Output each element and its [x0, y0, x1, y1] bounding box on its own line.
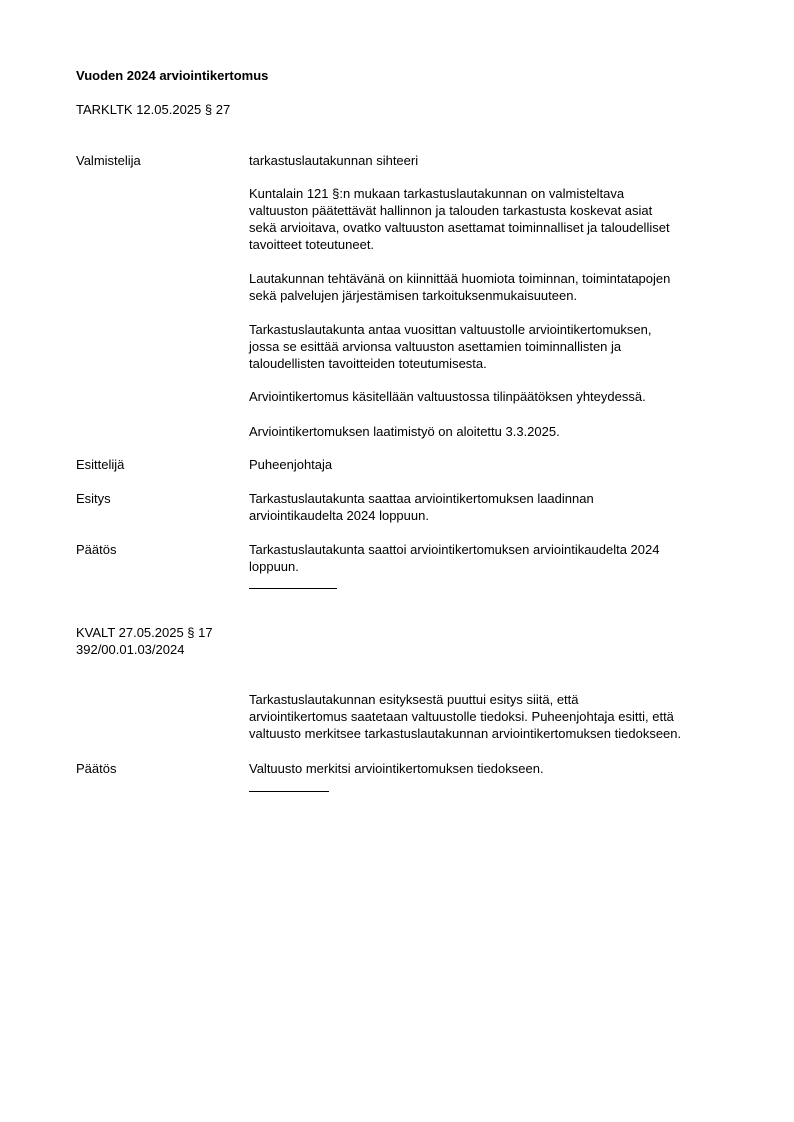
paragraph-3	[249, 321, 749, 372]
decision-line: loppuun.	[249, 559, 299, 574]
paragraph-1	[249, 185, 749, 253]
preparer-label: Valmistelija	[76, 153, 141, 168]
paragraph-3-line: Tarkastuslautakunta antaa vuosittan valtuustolle arviointikertomuksen,	[249, 322, 652, 337]
paragraph-5: Arviointikertomuksen laatimistyö on aloitettu 3.3.2025.	[249, 424, 560, 439]
section2-paragraph-line: valtuusto merkitsee tarkastuslautakunnan arviointikertomuksen tiedokseen.	[249, 726, 682, 741]
proposal-label: Esitys	[76, 491, 111, 506]
paragraph-1-line: sekä arvioitava, ovatko valtuuston asettamat toiminnalliset ja taloudelliset	[249, 220, 670, 235]
proposal-value	[249, 490, 749, 524]
record-number: 392/00.01.03/2024	[76, 642, 185, 657]
section1-end-rule	[249, 588, 337, 589]
paragraph-3-line: jossa se esittää arvionsa valtuuston asettamien toiminnallisten ja	[249, 339, 622, 354]
paragraph-2	[249, 270, 749, 304]
paragraph-1-line: tavoitteet toteutuneet.	[249, 237, 375, 252]
proposal-line: Tarkastuslautakunta saattaa arviointikertomuksen laadinnan	[249, 491, 594, 506]
section1-reference: TARKLTK 12.05.2025 § 27	[76, 102, 231, 117]
section2-paragraph-line: arviointikertomus saatetaan valtuustolle tiedoksi. Puheenjohtaja esitti, että	[249, 709, 674, 724]
decision-label: Päätös	[76, 542, 117, 557]
paragraph-3-line: taloudellisten tavoitteiden toteutumisesta.	[249, 356, 487, 371]
presenter-value: Puheenjohtaja	[249, 457, 333, 472]
proposal-line: arviointikaudelta 2024 loppuun.	[249, 508, 429, 523]
paragraph-2-line: Lautakunnan tehtävänä on kiinnittää huomiota toiminnan, toimintatapojen	[249, 271, 671, 286]
section2-paragraph	[249, 691, 749, 742]
document-title: Vuoden 2024 arviointikertomus	[76, 68, 269, 83]
section2-paragraph-line: Tarkastuslautakunnan esityksestä puuttui esitys siitä, että	[249, 692, 579, 707]
decision-label: Päätös	[76, 761, 117, 776]
paragraph-1-line: Kuntalain 121 §:n mukaan tarkastuslautakunnan on valmisteltava	[249, 186, 625, 201]
section2-end-rule	[249, 791, 329, 792]
paragraph-2-line: sekä palvelujen järjestämisen tarkoituksenmukaisuuteen.	[249, 288, 578, 303]
preparer-value: tarkastuslautakunnan sihteeri	[249, 153, 419, 168]
section2-reference: KVALT 27.05.2025 § 17	[76, 625, 213, 640]
paragraph-1-line: valtuuston päätettävät hallinnon ja talouden tarkastusta koskevat asiat	[249, 203, 653, 218]
decision-value	[249, 541, 749, 575]
decision-line: Tarkastuslautakunta saattoi arviointikertomuksen arviointikaudelta 2024	[249, 542, 660, 557]
presenter-label: Esittelijä	[76, 457, 125, 472]
paragraph-4: Arviointikertomus käsitellään valtuustossa tilinpäätöksen yhteydessä.	[249, 389, 646, 404]
decision-value: Valtuusto merkitsi arviointikertomuksen tiedokseen.	[249, 761, 544, 776]
